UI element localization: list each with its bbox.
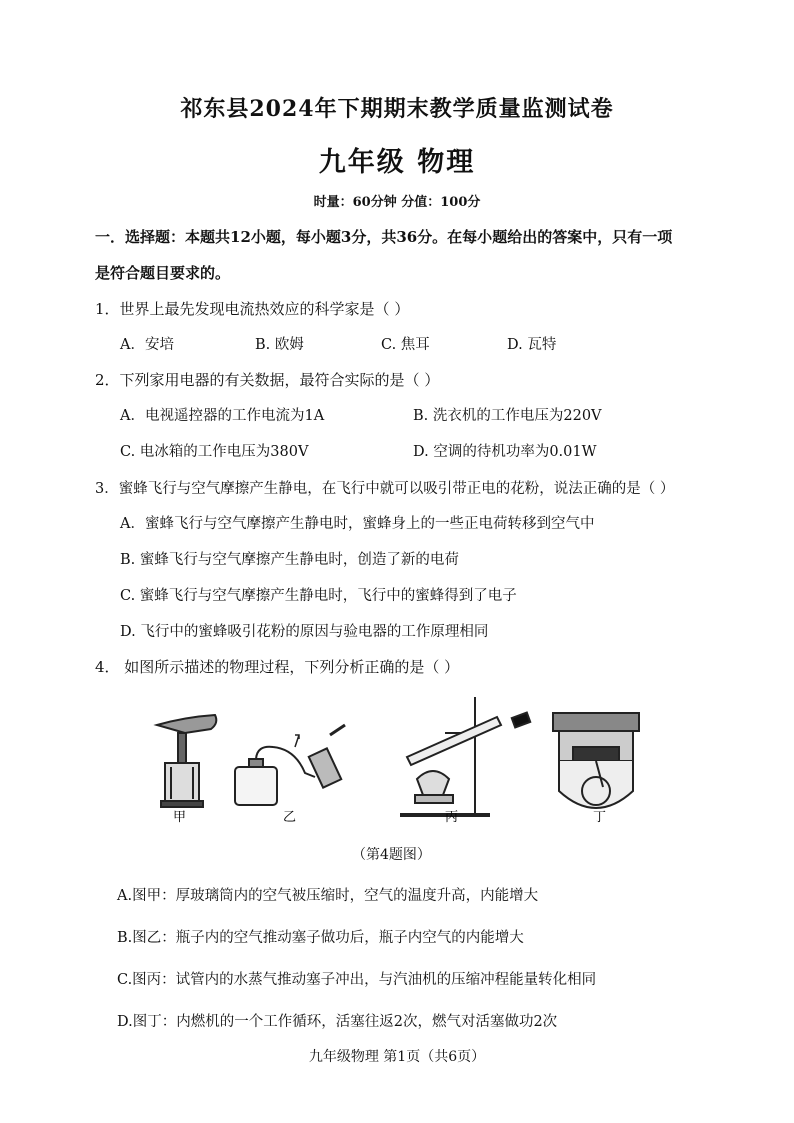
section-instruction-line2: 是符合题目要求的。 xyxy=(95,264,231,282)
question-4-figure xyxy=(145,695,645,825)
question-4-option-d: D.图丁：内燃机的一个工作循环，活塞往返2次，燃气对活塞做功2次 xyxy=(117,1014,558,1030)
question-1-option-a: A．安培 xyxy=(120,337,174,353)
question-4-option-b: B.图乙：瓶子内的空气推动塞子做功后，瓶子内空气的内能增大 xyxy=(117,930,524,946)
question-2-option-a: A．电视遥控器的工作电流为1A xyxy=(120,408,325,424)
question-2-option-c: C. 电冰箱的工作电压为380V xyxy=(120,444,309,460)
question-2-stem: 2．下列家用电器的有关数据，最符合实际的是（ ） xyxy=(95,371,440,389)
question-1-option-b: B. 欧姆 xyxy=(255,337,304,353)
figure-caption: （第4题图） xyxy=(352,847,431,863)
question-1-option-d: D. 瓦特 xyxy=(507,337,557,353)
figure-ding-illustration xyxy=(553,713,639,808)
question-4-stem: 4． 如图所示描述的物理过程，下列分析正确的是（ ） xyxy=(95,658,460,676)
figure-yi-illustration xyxy=(235,725,345,805)
question-1-option-c: C. 焦耳 xyxy=(381,337,430,353)
exam-title: 祁东县2024年下期期末教学质量监测试卷 xyxy=(180,96,614,122)
question-3-option-a: A．蜜蜂飞行与空气摩擦产生静电时，蜜蜂身上的一些正电荷转移到空气中 xyxy=(120,516,595,532)
section-instruction-line1: 一．选择题：本题共12小题，每小题3分，共36分。在每小题给出的答案中，只有一项 xyxy=(95,228,673,246)
question-3-option-c: C. 蜜蜂飞行与空气摩擦产生静电时，飞行中的蜜蜂得到了电子 xyxy=(120,588,517,604)
exam-subtitle: 九年级 物理 xyxy=(318,147,476,178)
figure-label-yi: 乙 xyxy=(283,810,297,825)
question-4-option-a: A.图甲：厚玻璃筒内的空气被压缩时，空气的温度升高，内能增大 xyxy=(117,888,539,904)
question-3-stem: 3．蜜蜂飞行与空气摩擦产生静电，在飞行中就可以吸引带正电的花粉，说法正确的是（ ） xyxy=(95,481,675,497)
question-4-option-c: C.图丙：试管内的水蒸气推动塞子冲出，与汽油机的压缩冲程能量转化相同 xyxy=(117,972,597,988)
question-1-stem: 1．世界上最先发现电流热效应的科学家是（ ） xyxy=(95,300,410,318)
question-2-option-d: D. 空调的待机功率为0.01W xyxy=(413,444,597,460)
figure-label-bing: 丙 xyxy=(445,810,459,825)
figure-label-ding: 丁 xyxy=(593,810,607,825)
question-2-option-b: B. 洗衣机的工作电压为220V xyxy=(413,408,602,424)
question-3-option-d: D. 飞行中的蜜蜂吸引花粉的原因与验电器的工作原理相同 xyxy=(120,624,489,640)
figure-jia-illustration xyxy=(157,715,216,807)
question-3-option-b: B. 蜜蜂飞行与空气摩擦产生静电时，创造了新的电荷 xyxy=(120,552,459,568)
figure-label-jia: 甲 xyxy=(173,810,187,825)
exam-meta: 时量：60分钟 分值：100分 xyxy=(313,195,481,210)
figure-bing-illustration xyxy=(400,697,530,815)
page-footer: 九年级物理 第1页（共6页） xyxy=(308,1049,486,1065)
